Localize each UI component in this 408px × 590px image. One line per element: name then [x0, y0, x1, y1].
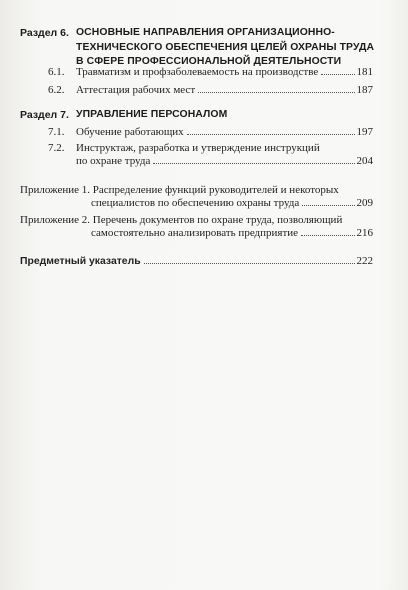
appendix-2[interactable] [91, 227, 373, 239]
appendix-2-page: 216 [356, 227, 373, 239]
leader-dots [321, 74, 354, 75]
leader-dots [187, 134, 355, 135]
toc-item-7-1-text: Обучение работающих [76, 126, 184, 138]
section-6-title-line-1: ОСНОВНЫЕ НАПРАВЛЕНИЯ ОРГАНИЗАЦИОННО- [76, 27, 335, 38]
section-7-label: Раздел 7. [20, 109, 69, 121]
section-6-title [76, 26, 376, 70]
toc-item-6-1-number: 6.1. [48, 66, 65, 78]
toc-item-7-1[interactable] [76, 126, 373, 138]
toc-item-7-2[interactable] [76, 155, 373, 167]
section-6-label: Раздел 6. [20, 27, 69, 39]
leader-dots [198, 92, 354, 93]
appendix-1-line-1: Приложение 1. Распределение функций руководителей и некоторых [20, 184, 339, 196]
toc-item-7-2-text-line-2: по охране труда [76, 155, 151, 167]
appendix-1-line-2: специалистов по обеспечению охраны труда [91, 197, 300, 209]
toc-item-7-2-number: 7.2. [48, 142, 65, 154]
toc-item-7-1-number: 7.1. [48, 126, 65, 138]
toc-item-6-2-page: 187 [356, 84, 373, 96]
toc-item-7-1-page: 197 [356, 126, 373, 138]
toc-item-6-1-text: Травматизм и профзаболеваемость на производстве [76, 66, 319, 78]
section-7-title [76, 108, 376, 123]
section-6-title-line-2: ТЕХНИЧЕСКОГО ОБЕСПЕЧЕНИЯ ЦЕЛЕЙ ОХРАНЫ ТРУДА [76, 41, 375, 53]
leader-dots [153, 163, 354, 164]
leader-dots [144, 263, 355, 264]
subject-index[interactable] [20, 255, 373, 267]
toc-item-6-2[interactable] [76, 84, 373, 96]
toc-item-7-2-text-line-1: Инструктаж, разработка и утверждение инструкций [76, 142, 320, 154]
toc-item-6-1-page: 181 [356, 66, 373, 78]
leader-dots [302, 205, 354, 206]
subject-index-text: Предметный указатель [20, 256, 141, 267]
appendix-1[interactable] [91, 197, 373, 209]
toc-item-7-2-page: 204 [356, 155, 373, 167]
section-7-title-line-1: УПРАВЛЕНИЕ ПЕРСОНАЛОМ [76, 109, 228, 120]
toc-item-6-1[interactable] [76, 66, 373, 78]
appendix-2-line-2: самостоятельно анализировать предприятие [91, 227, 299, 239]
appendix-2-line-1: Приложение 2. Перечень документов по охране труда, позволяющий [20, 214, 343, 226]
subject-index-page: 222 [356, 255, 373, 267]
toc-item-6-2-number: 6.2. [48, 84, 65, 96]
appendix-1-page: 209 [356, 197, 373, 209]
toc-item-6-2-text: Аттестация рабочих мест [76, 84, 196, 96]
section-6-title-line-3: В СФЕРЕ ПРОФЕССИОНАЛЬНОЙ ДЕЯТЕЛЬНОСТИ [76, 56, 342, 67]
leader-dots [301, 235, 354, 236]
